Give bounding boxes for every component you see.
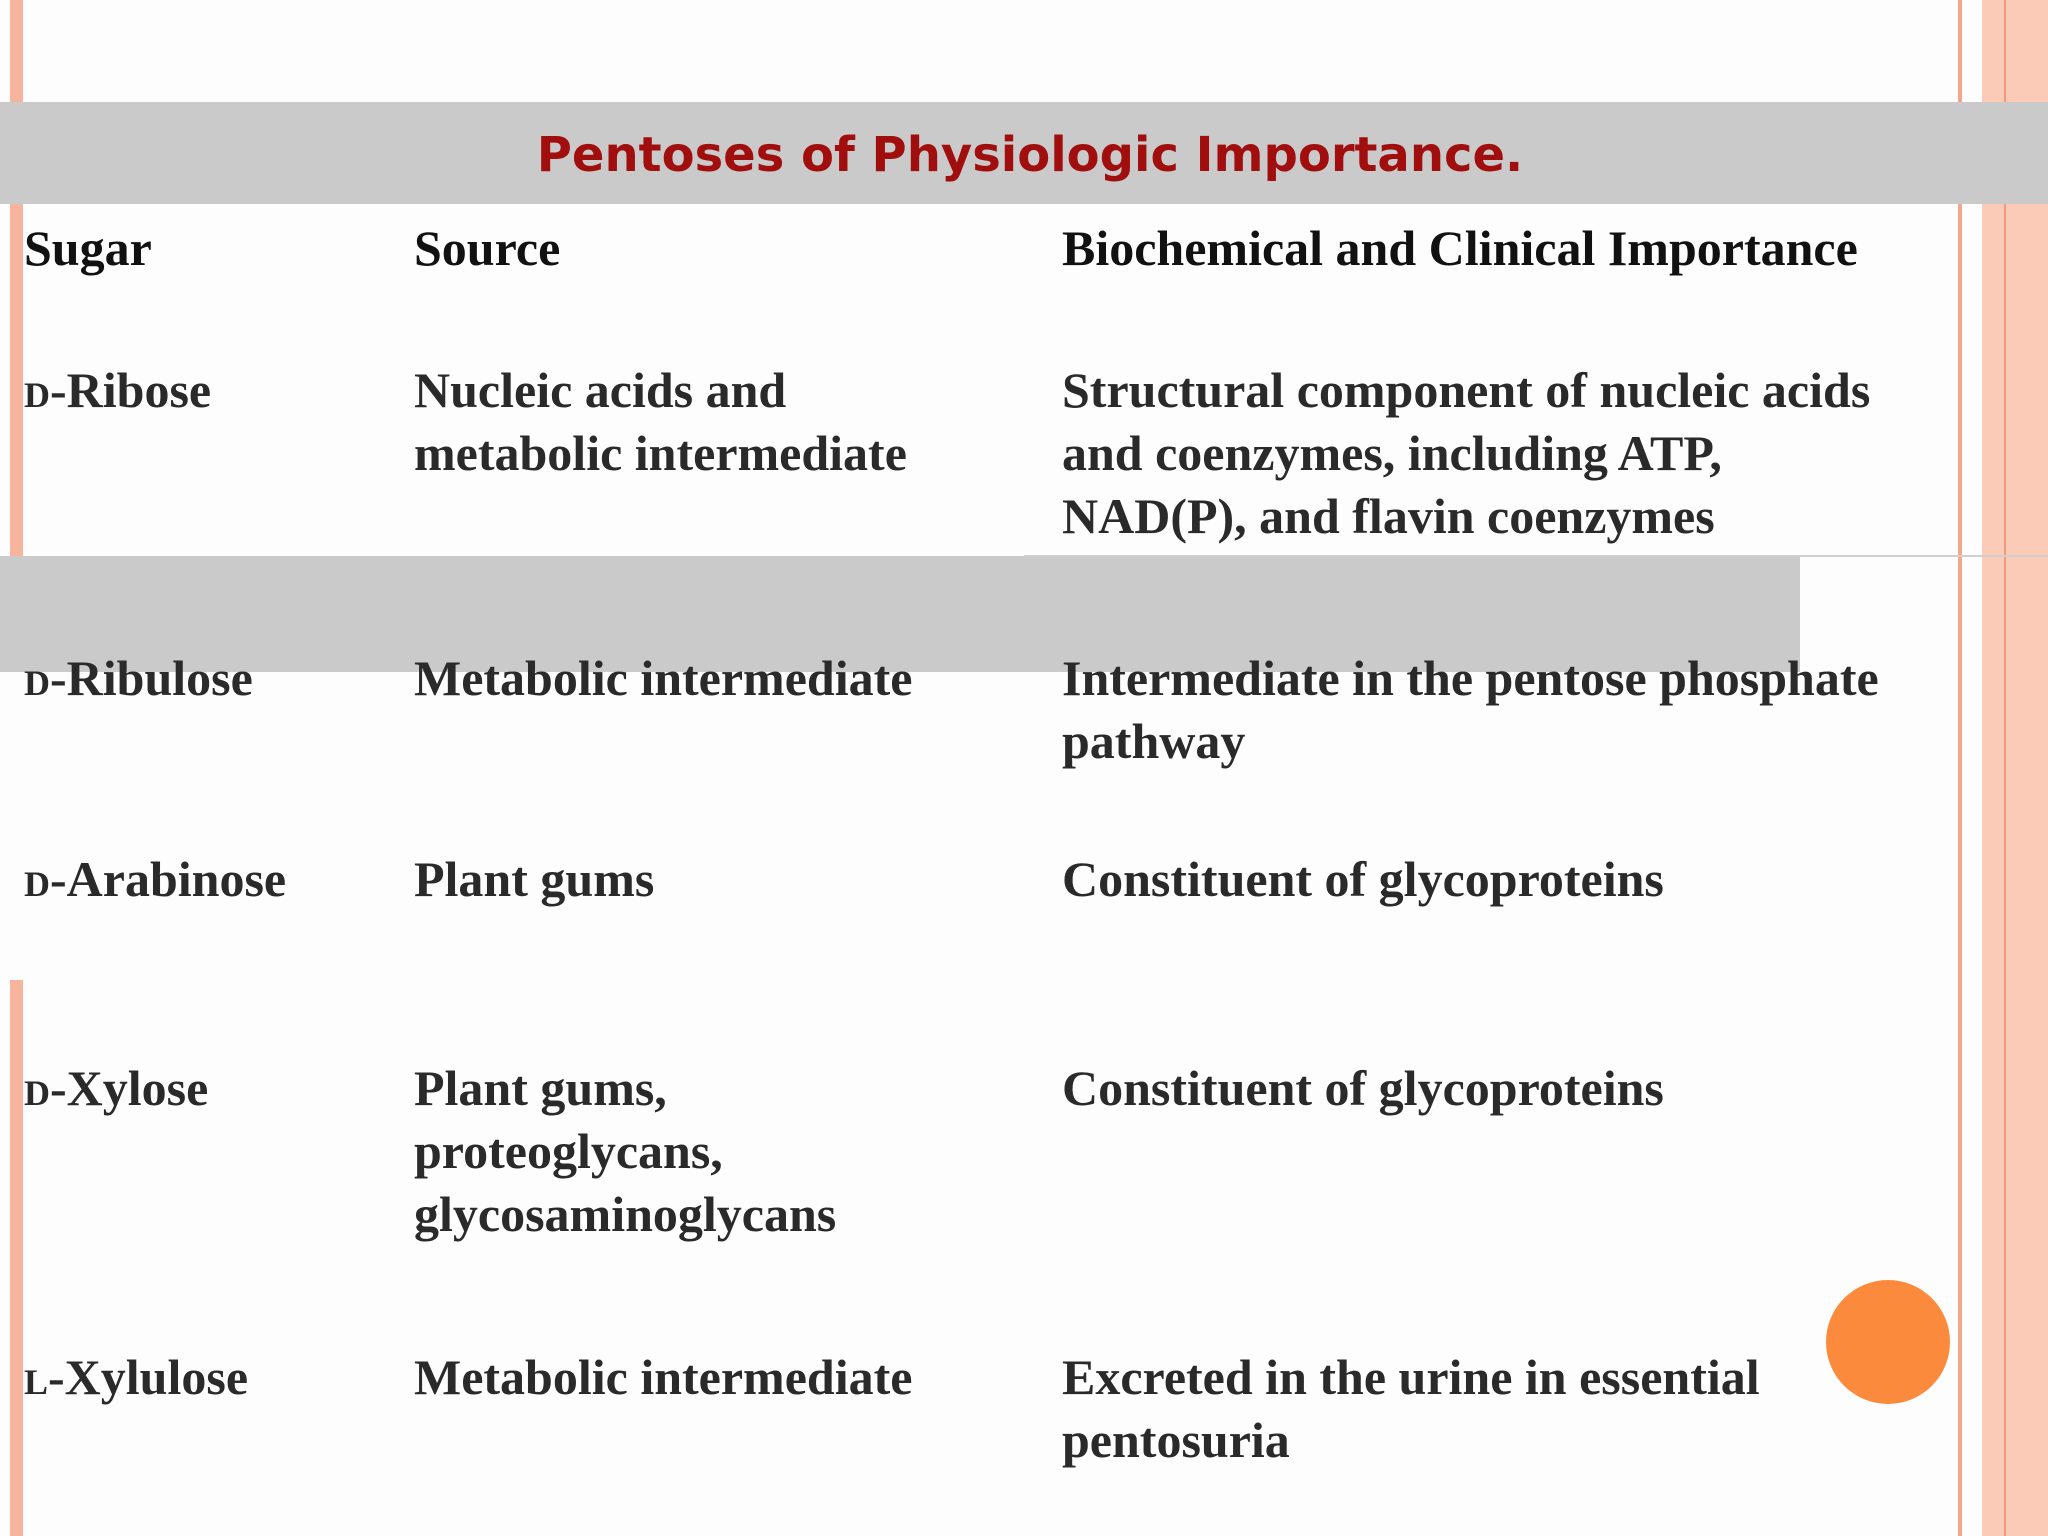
source-cell: Metabolic intermediate <box>414 650 913 706</box>
sugar-configuration: D <box>24 864 50 904</box>
right-border-band <box>1982 0 2048 1536</box>
importance-cell: Excreted in the urine in essential <box>1062 1349 1760 1405</box>
source-cell: metabolic intermediate <box>414 425 907 481</box>
importance-cell: pathway <box>1062 713 1246 769</box>
sugar-configuration: D <box>24 663 50 703</box>
importance-cell: Constituent of glycoproteins <box>1062 851 1664 907</box>
row-divider <box>1024 555 2048 557</box>
source-cell: Nucleic acids and <box>414 362 787 418</box>
right-border-line <box>2004 0 2006 1536</box>
accent-circle <box>1826 1280 1950 1404</box>
sugar-configuration: D <box>24 375 50 415</box>
sugar-name: D-Arabinose <box>24 851 287 907</box>
left-border-bar <box>10 980 23 1536</box>
sugar-configuration: L <box>24 1362 49 1402</box>
sugar-name: D-Xylose <box>24 1060 209 1116</box>
source-cell: proteoglycans, <box>414 1123 723 1179</box>
sugar-configuration: D <box>24 1073 50 1113</box>
left-border-bar <box>10 0 23 560</box>
sugar-name: D-Ribulose <box>24 650 253 706</box>
header-sugar: Sugar <box>24 220 152 276</box>
importance-cell: Constituent of glycoproteins <box>1062 1060 1664 1116</box>
right-border-line <box>1958 0 1962 1536</box>
importance-cell: Structural component of nucleic acids <box>1062 362 1871 418</box>
importance-cell: NAD(P), and flavin coenzymes <box>1062 488 1715 544</box>
source-cell: Plant gums, <box>414 1060 667 1116</box>
importance-cell: and coenzymes, including ATP, <box>1062 425 1722 481</box>
importance-cell: pentosuria <box>1062 1412 1290 1468</box>
source-cell: Plant gums <box>414 851 655 907</box>
slide-title: Pentoses of Physiologic Importance. <box>536 127 1524 183</box>
header-source: Source <box>414 220 561 276</box>
sugar-name: D-Ribose <box>24 362 212 418</box>
header-importance: Biochemical and Clinical Importance <box>1062 220 1858 276</box>
importance-cell: Intermediate in the pentose phosphate <box>1062 650 1879 706</box>
source-cell: Metabolic intermediate <box>414 1349 913 1405</box>
source-cell: glycosaminoglycans <box>414 1186 837 1242</box>
sugar-name: L-Xylulose <box>24 1349 249 1405</box>
